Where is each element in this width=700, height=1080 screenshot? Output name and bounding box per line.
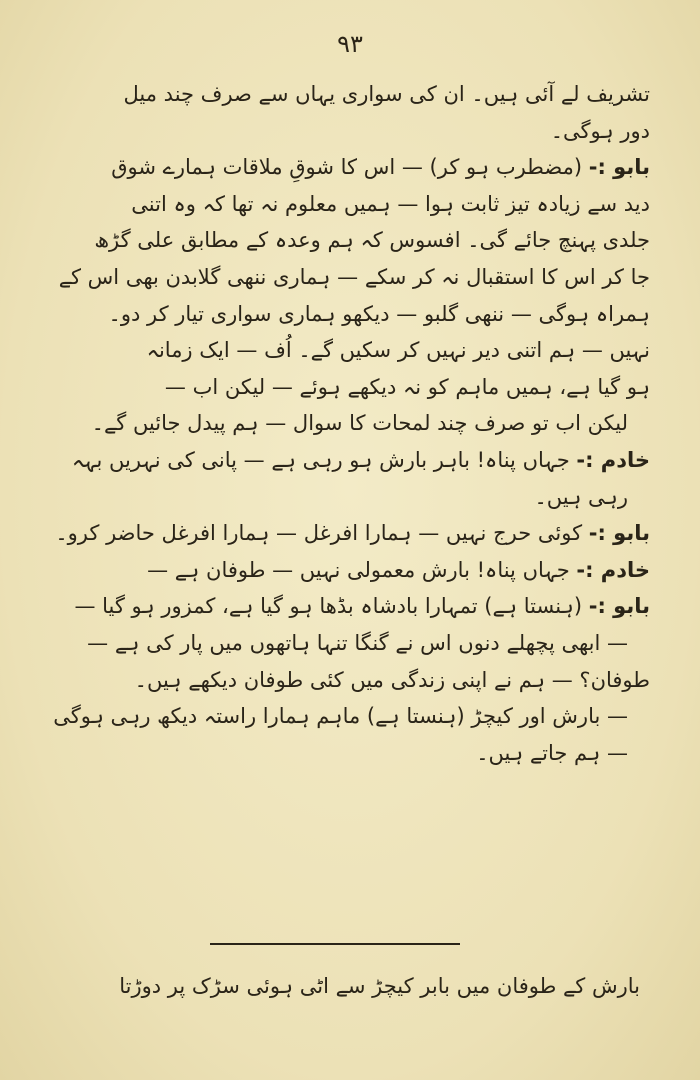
- line-text: ہو گیا ہے، ہمیں ماہم کو نہ دیکھے ہوئے — لیکن اب —: [164, 374, 650, 399]
- line-text: دید سے زیادہ تیز ثابت ہوا — ہمیں معلوم نہ تھا کہ وہ اتنی: [131, 191, 650, 216]
- line-text: — بارش اور کیچڑ (ہنستا ہے) ماہم ہمارا راستہ دیکھ رہی ہوگی: [53, 704, 628, 729]
- speaker-name: بابو :-: [588, 521, 650, 546]
- line-text: نہیں — ہم اتنی دیر نہیں کر سکیں گے۔ اُف — ایک زمانہ: [146, 338, 650, 363]
- stage-direction: بارش کے طوفان میں بابر کیچڑ سے اٹی ہوئی سڑک پر دوڑتا: [119, 974, 640, 998]
- line-text: — ہم جاتے ہیں۔: [476, 740, 628, 765]
- line-text: (ہنستا ہے) تمہارا بادشاہ بڈھا ہو گیا ہے، کمزور ہو گیا —: [74, 594, 583, 619]
- text-line: [40, 259, 650, 296]
- line-text: ہمراہ ہوگی — ننھی گلبو — دیکھو ہماری سواری تیار کر دو۔: [108, 301, 650, 326]
- line-text: جا کر اس کا استقبال نہ کر سکے — ہماری ننھی گلابدن بھی اس کے: [58, 264, 650, 289]
- text-line: [40, 662, 650, 699]
- text-line: [40, 588, 650, 625]
- speaker-name: خادم :-: [576, 447, 650, 472]
- line-text: — ابھی پچھلے دنوں اس نے گنگا تنہا ہاتھوں میں پار کی ہے —: [87, 630, 628, 655]
- speaker-name: بابو :-: [588, 155, 650, 180]
- text-line: [40, 698, 650, 735]
- page-number: ۹۳: [337, 30, 363, 58]
- text-line: [40, 735, 650, 772]
- text-line: [40, 405, 650, 442]
- scene-divider: [210, 943, 460, 945]
- text-line: [40, 222, 650, 259]
- text-line: [40, 369, 650, 406]
- line-text: لیکن اب تو صرف چند لمحات کا سوال — ہم پیدل جائیں گے۔: [91, 411, 628, 436]
- line-text: جلدی پہنچ جائے گی۔ افسوس کہ ہم وعدہ کے مطابق علی گڑھ: [94, 228, 650, 253]
- line-text: رہی ہیں۔: [534, 484, 628, 509]
- script-text: [40, 76, 650, 771]
- text-line: [40, 442, 650, 479]
- speaker-name: بابو :-: [588, 594, 650, 619]
- text-line: [40, 149, 650, 186]
- text-line: [40, 479, 650, 516]
- text-line: [40, 625, 650, 662]
- line-text: جہاں پناہ! بارش معمولی نہیں — طوفان ہے —: [147, 557, 570, 582]
- text-line: [40, 332, 650, 369]
- text-line: [40, 515, 650, 552]
- text-line: [40, 296, 650, 333]
- line-text: کوئی حرج نہیں — ہمارا افرغل — ہمارا افرغل حاضر کرو۔: [55, 521, 583, 546]
- line-text: طوفان؟ — ہم نے اپنی زندگی میں کئی طوفان دیکھے ہیں۔: [134, 667, 650, 692]
- line-text: (مضطرب ہو کر) — اس کا شوقِ ملاقات ہمارے شوق: [111, 155, 583, 180]
- line-text: تشریف لے آئی ہیں۔ ان کی سواری یہاں سے صرف چند میل: [123, 82, 650, 106]
- text-line: [40, 76, 650, 113]
- line-text: دور ہوگی۔: [550, 118, 650, 143]
- text-line: [40, 186, 650, 223]
- line-text: جہاں پناہ! باہر بارش ہو رہی ہے — پانی کی نہریں بہہ: [71, 447, 570, 472]
- speaker-name: خادم :-: [576, 557, 650, 582]
- text-line: [40, 552, 650, 589]
- text-line: [40, 113, 650, 150]
